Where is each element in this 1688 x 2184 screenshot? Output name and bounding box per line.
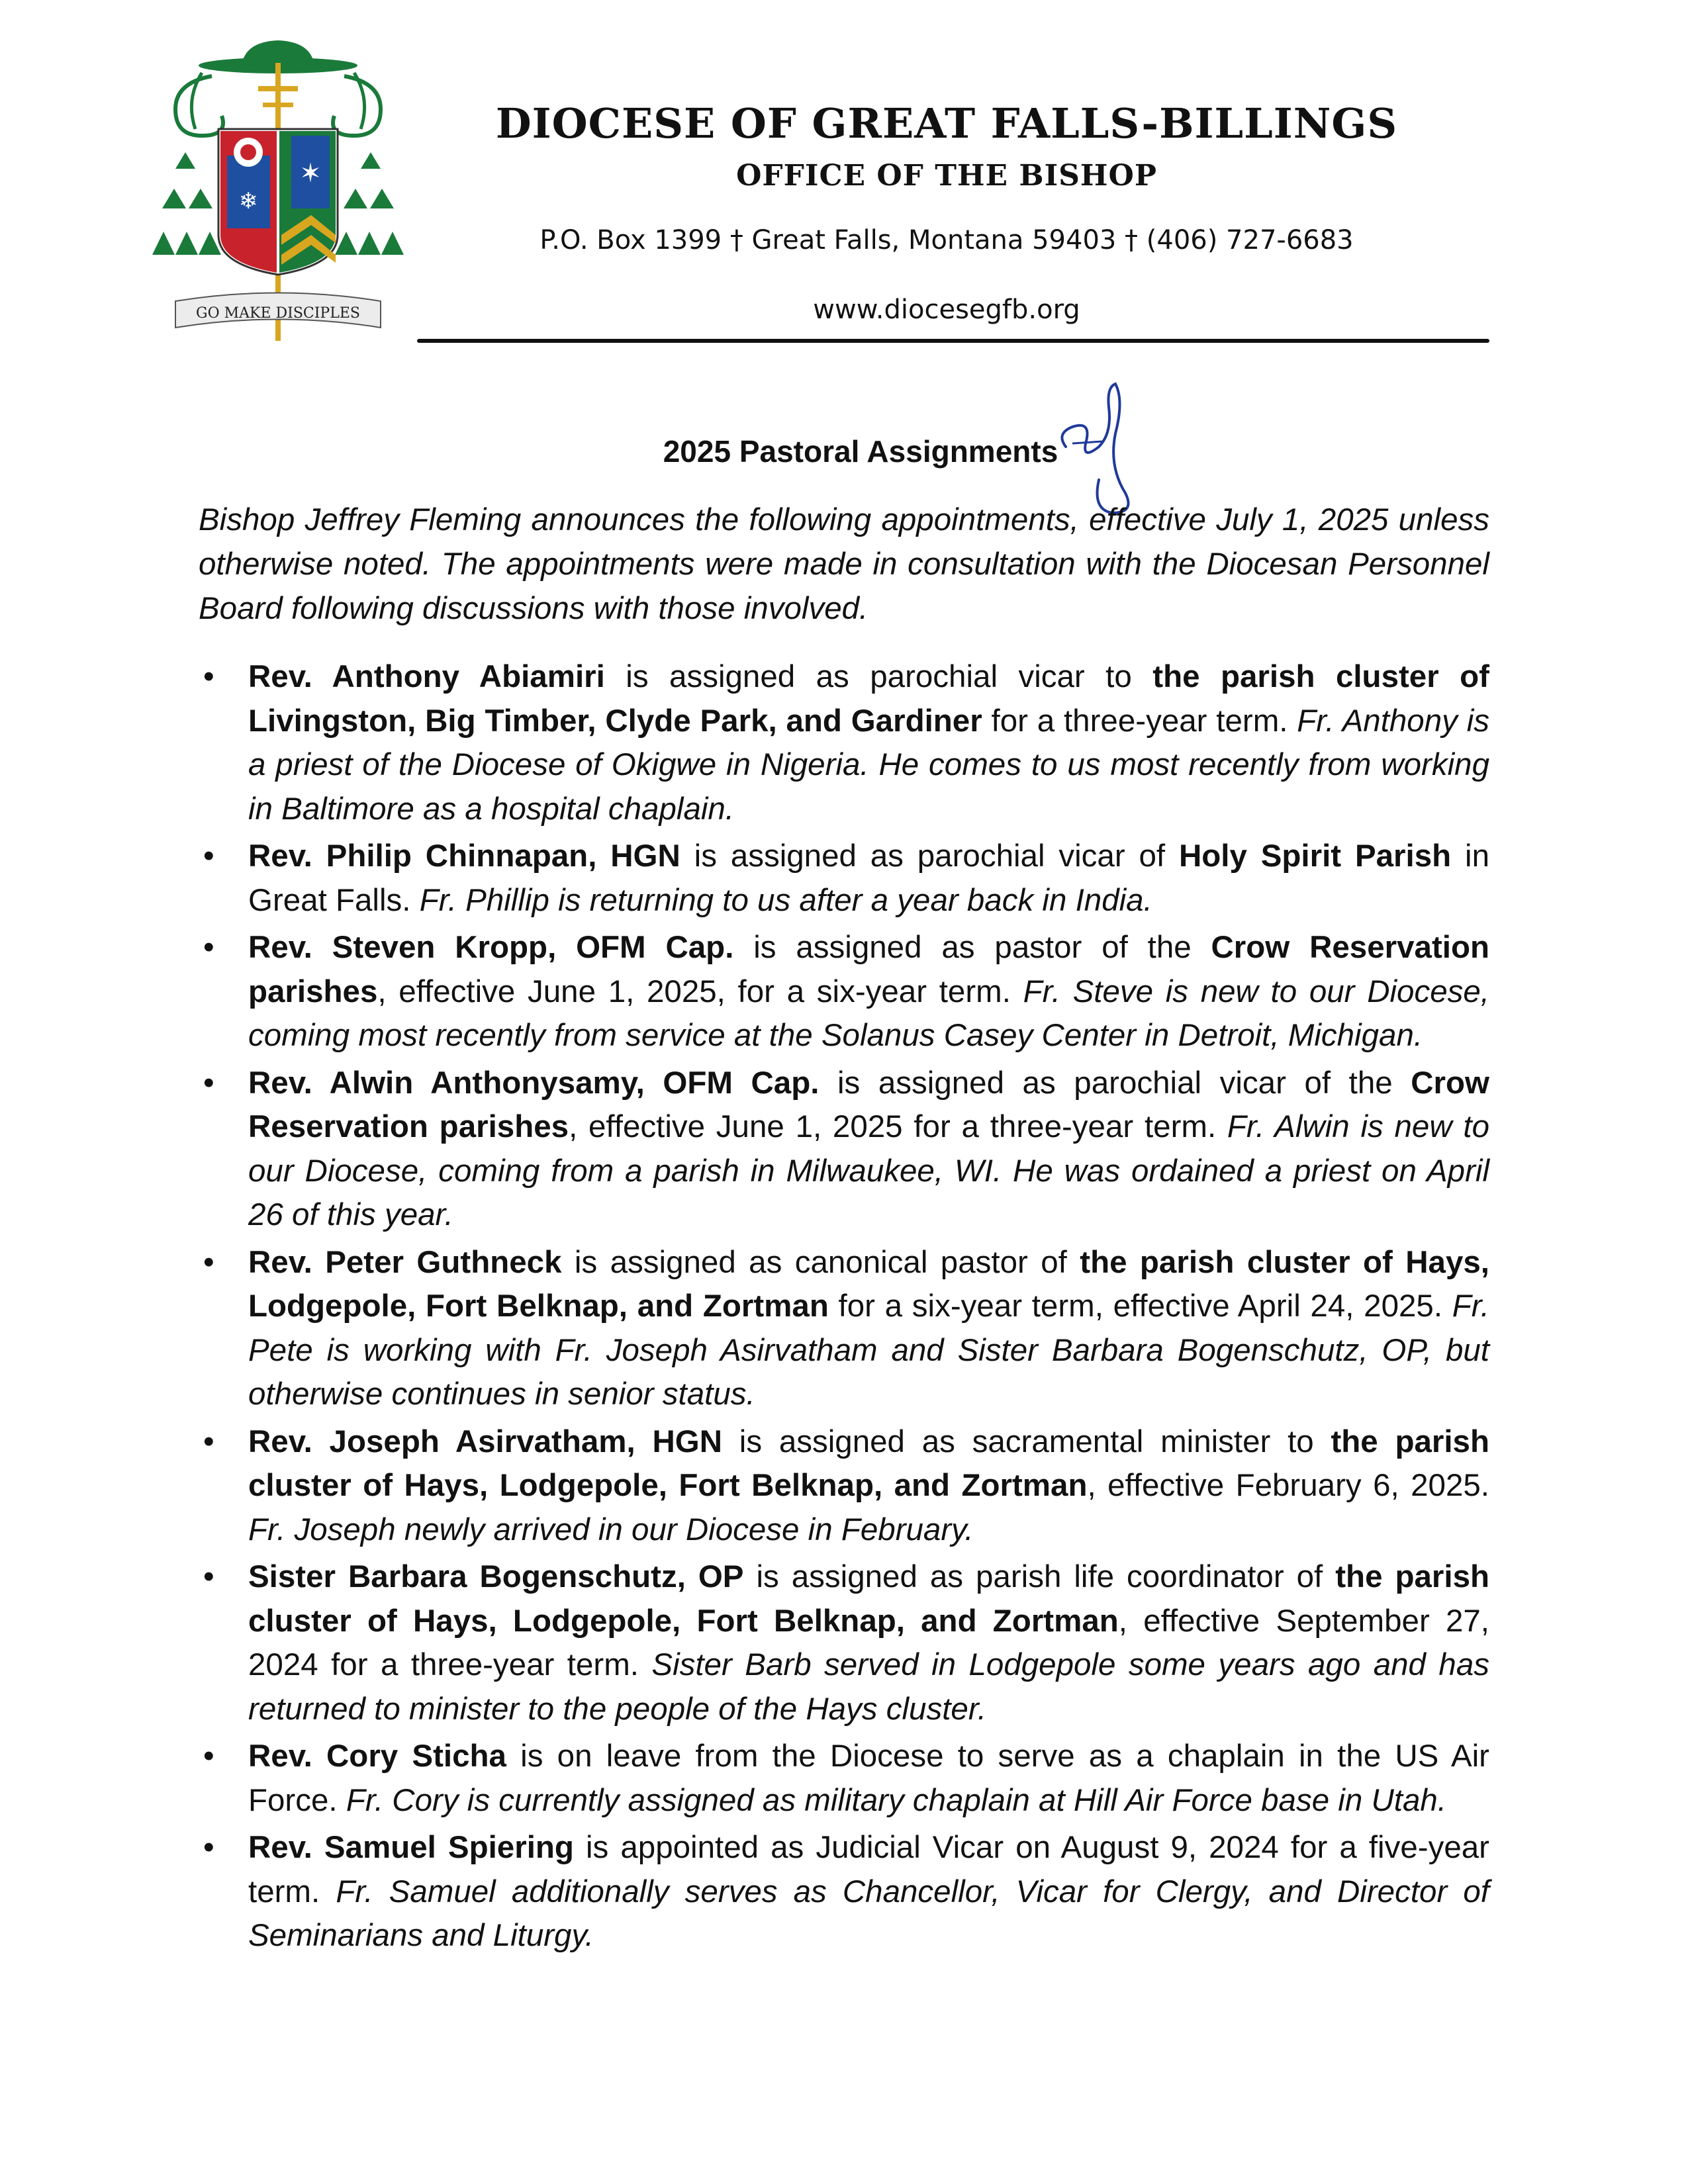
assignment-term: , effective September 27, 2024 for a three-year term. — [248, 1603, 1489, 1682]
bullet-icon: • — [203, 930, 214, 965]
assignment-place: Holy Spirit Parish — [1178, 839, 1452, 874]
bullet-icon: • — [203, 1065, 214, 1101]
assignment-place: the parish cluster of Livingston, Big Timber, Clyde Park, and Gardiner — [248, 659, 1489, 739]
assignment-text: is assigned as parochial vicar to — [604, 659, 1153, 694]
assignee-name: Rev. Samuel Spiering — [248, 1830, 574, 1865]
assignment-place: Crow Reservation parishes — [248, 1065, 1489, 1144]
assignment-term: , effective February 6, 2025. — [1087, 1468, 1489, 1503]
assignee-name: Rev. Anthony Abiamiri — [248, 659, 605, 694]
assignment-place: Crow Reservation parishes — [248, 930, 1490, 1009]
diocese-coat-of-arms — [149, 36, 407, 347]
assignment-text: is assigned as pastor of the — [733, 930, 1211, 965]
assignment-note: Fr. Pete is working with Fr. Joseph Asirvatham and Sister Barbara Bogenschutz, OP, but otherwise continues in senior status. — [248, 1289, 1489, 1412]
assignee-name: Sister Barbara Bogenschutz, OP — [248, 1559, 744, 1594]
intro-paragraph: Bishop Jeffrey Fleming announces the following appointments, effective July 1, 2025 unless otherwise noted. The appointments were made in consultation with the Diocesan Personnel Board following discussions with those involved. — [199, 502, 1489, 626]
bullet-icon: • — [203, 839, 214, 874]
crest-motto: GO MAKE DISCIPLES — [196, 305, 360, 322]
assignment-note: Fr. Phillip is returning to us after a year back in India. — [419, 882, 1152, 918]
assignment-term: in Great Falls. — [248, 839, 1489, 918]
assignee-name: Rev. Cory Sticha — [248, 1739, 506, 1774]
assignment-text: is assigned as canonical pastor of — [561, 1244, 1080, 1280]
bullet-icon: • — [203, 1424, 214, 1459]
assignment-note: Fr. Joseph newly arrived in our Diocese in February. — [248, 1512, 974, 1547]
assignee-name: Rev. Philip Chinnapan, HGN — [248, 839, 680, 874]
bullet-icon: • — [203, 1559, 214, 1594]
assignment-item — [203, 926, 1490, 1058]
assignment-note: Fr. Alwin is new to our Diocese, coming from a parish in Milwaukee, WI. He was ordained a priest on April 26 of this year. — [248, 1109, 1490, 1232]
assignment-item — [203, 835, 1489, 923]
bullet-icon: • — [203, 659, 214, 694]
assignment-text: is assigned as parochial vicar of the — [819, 1065, 1411, 1101]
assignment-note: Fr. Samuel additionally serves as Chancellor, Vicar for Clergy, and Director of Seminarians and Liturgy. — [248, 1874, 1489, 1953]
header-divider — [417, 339, 1489, 343]
assignment-item — [203, 1420, 1489, 1553]
assignment-text: is on leave from the Diocese to serve as a chaplain in the US Air Force. — [248, 1739, 1489, 1818]
svg-text:❄: ❄ — [238, 188, 258, 214]
bullet-icon: • — [203, 1244, 214, 1280]
assignee-name: Rev. Peter Guthneck — [248, 1244, 562, 1280]
assignee-name: Rev. Steven Kropp, OFM Cap. — [248, 930, 734, 965]
assignments-list — [0, 655, 1688, 1962]
assignment-place: the parish cluster of Hays, Lodgepole, Fort Belknap, and Zortman — [248, 1424, 1489, 1503]
assignment-place: the parish cluster of Hays, Lodgepole, Fort Belknap, and Zortman — [248, 1559, 1490, 1639]
assignment-note: Fr. Cory is currently assigned as military chaplain at Hill Air Force base in Utah. — [346, 1782, 1447, 1818]
assignment-item — [203, 1735, 1489, 1823]
diocese-name: DIOCESE OF GREAT FALLS-BILLINGS — [495, 99, 1398, 148]
bullet-icon: • — [203, 1739, 214, 1774]
assignment-note: Fr. Anthony is a priest of the Diocese of Okigwe in Nigeria. He comes to us most recently from working in Baltimore as a hospital chaplain. — [248, 703, 1489, 827]
assignment-term: , effective June 1, 2025, for a six-year term. — [377, 974, 1023, 1009]
website-link[interactable]: www.diocesegfb.org — [813, 295, 1080, 325]
assignee-name: Rev. Joseph Asirvatham, HGN — [248, 1424, 723, 1459]
assignment-term: for a three-year term. — [982, 703, 1297, 739]
assignment-note: Fr. Steve is new to our Diocese, coming most recently from service at the Solanus Casey Center in Detroit, Michigan. — [248, 974, 1489, 1053]
assignment-item — [203, 1555, 1490, 1731]
svg-text:✶: ✶ — [299, 158, 322, 189]
contact-line: P.O. Box 1399 † Great Falls, Montana 59403 † (406) 727-6683 — [539, 225, 1354, 255]
assignment-item — [203, 1826, 1489, 1958]
assignment-item — [203, 1062, 1490, 1238]
assignment-item — [203, 1241, 1490, 1417]
document-title: 2025 Pastoral Assignments — [663, 434, 1058, 469]
assignment-item — [203, 655, 1489, 831]
assignment-term: for a six-year term, effective April 24, 2025. — [828, 1289, 1452, 1324]
assignment-text: is assigned as parochial vicar of — [680, 839, 1179, 874]
assignment-note: Sister Barb served in Lodgepole some years ago and has returned to minister to the people of the Hays cluster. — [248, 1647, 1489, 1727]
assignment-text: is appointed as Judicial Vicar on August 9, 2024 for a five-year term. — [248, 1830, 1489, 1909]
assignment-term: , effective June 1, 2025 for a three-year term. — [569, 1109, 1227, 1144]
assignee-name: Rev. Alwin Anthonysamy, OFM Cap. — [248, 1065, 820, 1101]
assignment-text: is assigned as sacramental minister to — [722, 1424, 1331, 1459]
bullet-icon: • — [203, 1830, 214, 1865]
assignment-text: is assigned as parish life coordinator of — [743, 1559, 1336, 1594]
office-title: OFFICE OF THE BISHOP — [736, 159, 1157, 193]
assignment-place: the parish cluster of Hays, Lodgepole, Fort Belknap, and Zortman — [248, 1244, 1490, 1324]
